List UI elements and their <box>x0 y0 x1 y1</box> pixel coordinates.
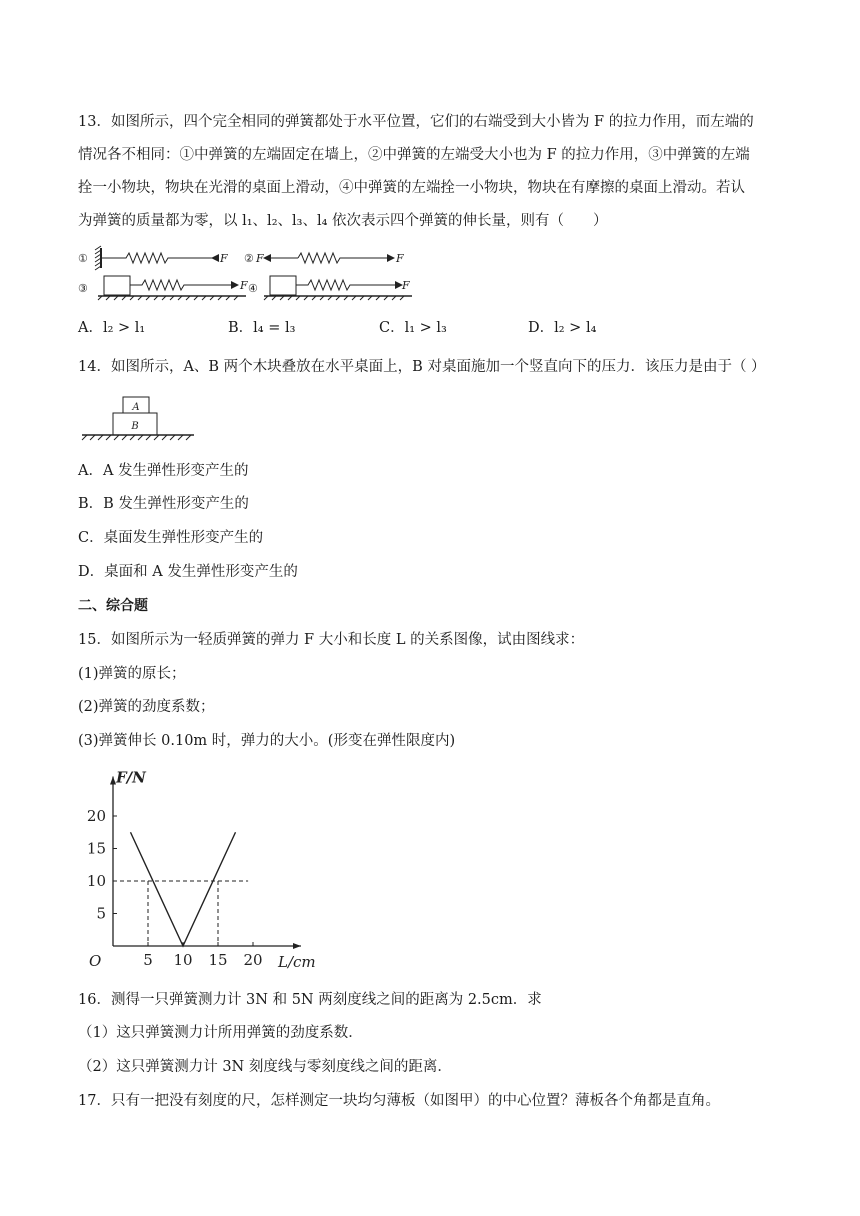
fig-label-1: ① <box>78 252 88 265</box>
force-label: F <box>220 252 228 265</box>
section-title: 二、综合题 <box>78 598 148 614</box>
fig-label-4: ④ <box>248 282 258 295</box>
q14-option-d: D．桌面和 A 发生弹性形变产生的 <box>78 564 298 580</box>
q13-option-b: B．l₄ = l₃ <box>228 320 296 336</box>
q15-stem: 15．如图所示为一轻质弹簧的弹力 F 大小和长度 L 的关系图像，试由图线求： <box>78 632 585 648</box>
q16-part-1: （1）这只弹簧测力计所用弹簧的劲度系数． <box>78 1025 363 1041</box>
q13-option-c: C．l₁ > l₃ <box>379 320 447 336</box>
series-line <box>131 832 236 946</box>
q15-part-2: (2)弹簧的劲度系数； <box>78 699 215 715</box>
q14-option-a: A．A 发生弹性形变产生的 <box>78 463 249 479</box>
y-tick-label: 10 <box>86 872 106 890</box>
q14-blocks-figure <box>80 394 196 444</box>
q13-option-d: D．l₂ > l₄ <box>528 320 597 336</box>
q13-line-4: 为弹簧的质量都为零，以 l₁、l₂、l₃、l₄ 依次表示四个弹簧的伸长量，则有（ ） <box>78 213 608 229</box>
q16-part-2: （2）这只弹簧测力计 3N 刻度线与零刻度线之间的距离． <box>78 1059 452 1075</box>
force-label: F <box>402 279 410 292</box>
force-label: F <box>256 252 264 265</box>
q14-option-b: B．B 发生弹性形变产生的 <box>78 496 249 512</box>
y-tick-label: 15 <box>86 839 106 858</box>
q15-part-3: (3)弹簧伸长 0.10m 时，弹力的大小。(形变在弹性限度内) <box>78 733 456 749</box>
fig-label-3: ③ <box>78 282 88 295</box>
q16-stem: 16．测得一只弹簧测力计 3N 和 5N 两刻度线之间的距离为 2.5cm．求 <box>78 992 542 1008</box>
fig-label-2: ② <box>244 252 254 265</box>
y-axis-label: F/N <box>116 768 146 787</box>
x-axis-label: L/cm <box>278 953 316 971</box>
x-tick-label: 10 <box>173 951 193 969</box>
q13-line-1: 13．如图所示，四个完全相同的弹簧都处于水平位置，它们的右端受到大小皆为 F 的拉力作用，而左端的 <box>78 114 754 130</box>
q13-line-2: 情况各不相同：①中弹簧的左端固定在墙上，②中弹簧的左端受大小也为 F 的拉力作用，③中弹簧的左端 <box>78 147 750 163</box>
x-axis-arrow <box>293 943 301 949</box>
q14-option-c: C．桌面发生弹性形变产生的 <box>78 530 264 546</box>
q13-springs-figure <box>76 242 421 310</box>
block-a-label: A <box>132 402 140 413</box>
x-tick-label: 20 <box>243 951 263 969</box>
q17-stem: 17．只有一把没有刻度的尺，怎样测定一块均匀薄板（如图甲）的中心位置？薄板各个角都是直角。 <box>78 1093 720 1109</box>
q15-part-1: (1)弹簧的原长； <box>78 666 186 682</box>
y-tick-label: 20 <box>86 807 106 825</box>
x-tick-label: 15 <box>208 951 228 969</box>
q13-option-a: A．l₂ > l₁ <box>78 320 146 336</box>
y-tick-label: 5 <box>96 904 106 923</box>
origin-label: O <box>89 952 102 970</box>
q14-stem: 14．如图所示，A、B 两个木块叠放在水平桌面上，B 对桌面施加一个竖直向下的压力．该压力是由于（ ） <box>78 359 766 375</box>
x-tick-label: 5 <box>143 951 153 969</box>
block-b-label: B <box>131 421 139 432</box>
force-label: F <box>396 252 404 265</box>
force-length-chart <box>78 762 318 978</box>
q13-line-3: 拴一小物块，物块在光滑的桌面上滑动，④中弹簧的左端拴一小物块，物块在有摩擦的桌面上滑动。若认 <box>78 180 745 196</box>
force-label: F <box>240 279 248 292</box>
